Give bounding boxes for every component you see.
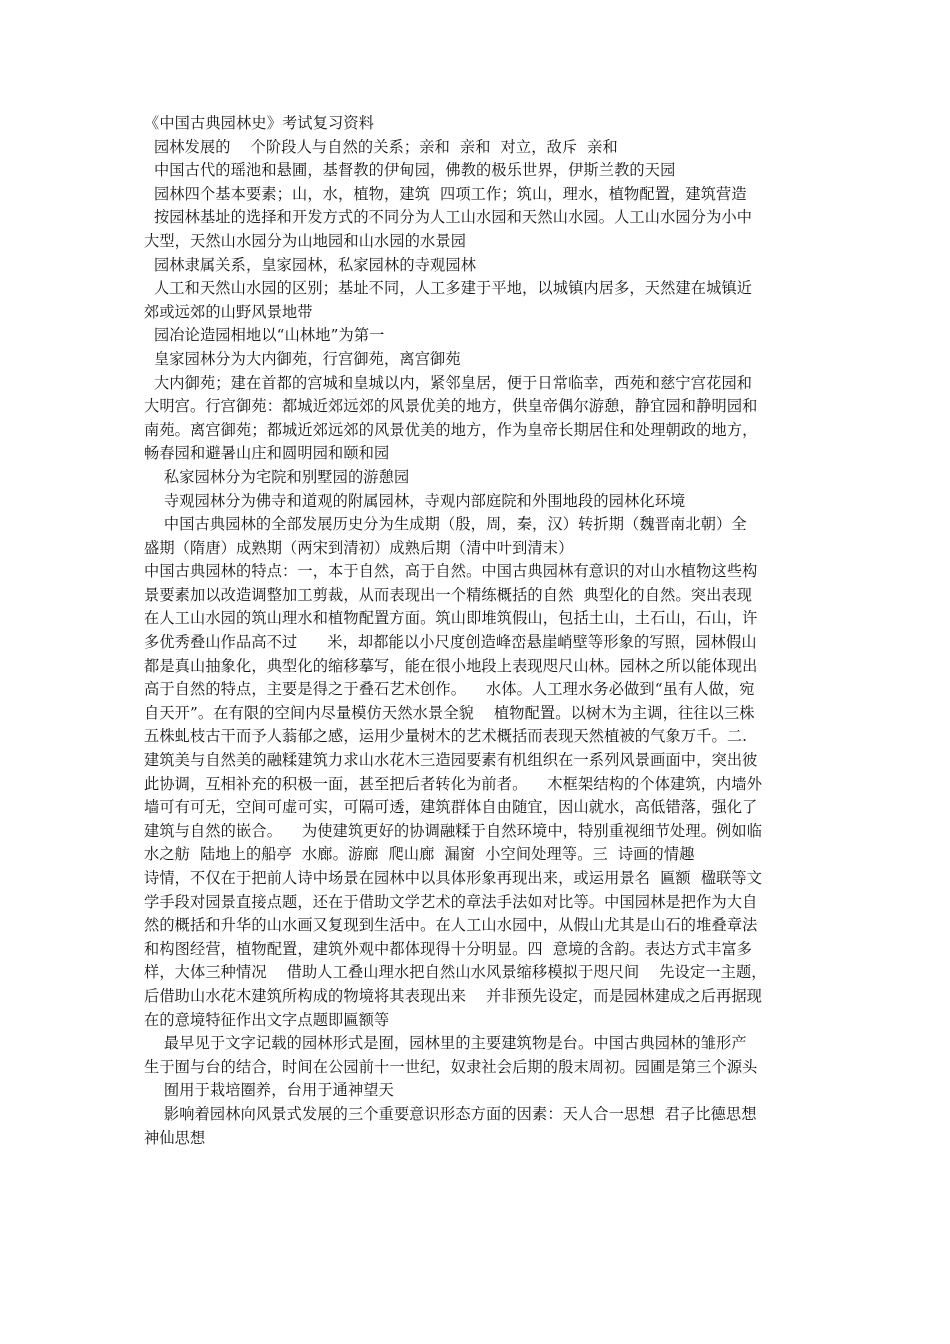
text-line: 墙可有可无，空间可虚可实，可隔可透，建筑群体自由随宜，因山就水，高低错落，强化了 [144, 798, 758, 817]
text-line: 学手段对园景直接点题，还在于借助文学艺术的章法手法如对比等。中国园林是把作为大自 [144, 892, 758, 911]
text-line: 在人工山水园的筑山理水和植物配置方面。筑山即堆筑假山，包括土山，土石山，石山，许 [144, 609, 758, 628]
text-line: 南苑。离宫御苑；都城近郊远郊的风景优美的地方，作为皇帝长期居住和处理朝政的地方， [144, 420, 758, 439]
text-line: 诗情，不仅在于把前人诗中场景在园林中以具体形象再现出来，或运用景名 匾额 楹联等文 [144, 869, 763, 887]
text-line: 郊或远郊的山野风景地带 [144, 302, 313, 321]
text-line: 大内御苑；建在首都的宫城和皇城以内，紧邻皇居，便于日常临幸，西苑和慈宁宫花园和 [144, 373, 753, 392]
text-line: 建筑美与自然美的融糅建筑力求山水花木三造园要素有机组织在一系列风景画面中，突出彼 [144, 751, 758, 770]
text-line: 影响着园林向风景式发展的三个重要意识形态方面的因素：天人合一思想 君子比德思想 [144, 1104, 757, 1123]
text-line: 建筑与自然的嵌合。 为使建筑更好的协调融糅于自然环境中，特别重视细节处理。例如临 [144, 821, 763, 840]
text-line: 景要素加以改造调整加工剪裁，从而表现出一个精练概括的自然 典型化的自然。突出表现 [144, 585, 753, 604]
text-line: 中国古典园林的特点：一，本于自然，高于自然。中国古典园林有意识的对山水植物这些构 [144, 562, 758, 581]
text-line: 囿用于栽培圈养，台用于通神望天 [144, 1081, 394, 1100]
text-line: 后借助山水花木建筑所构成的物境将其表现出来 并非预先设定，而是园林建成之后再据现 [144, 986, 763, 1005]
document-page [144, 112, 810, 1150]
text-line: 高于自然的特点，主要是得之于叠石艺术创作。 水体。人工理水务必做到“虽有人做，宛 [144, 680, 755, 699]
text-line: 中国古代的瑶池和悬圃，基督教的伊甸园，佛教的极乐世界，伊斯兰教的天园 [144, 161, 676, 180]
text-line: 园林发展的 个阶段人与自然的关系；亲和 亲和 对立，敌斥 亲和 [144, 137, 618, 156]
text-line: 生于囿与台的结合，时间在公园前十一世纪，奴隶社会后期的殷末周初。园圃是第三个源头 [144, 1057, 758, 1076]
document-title: 《中国古典园林史》考试复习资料 [144, 114, 375, 132]
text-line: 寺观园林分为佛寺和道观的附属园林，寺观内部庭院和外围地段的园林化环境 [144, 491, 686, 510]
text-line: 样，大体三种情况 借助人工叠山理水把自然山水风景缩移模拟于咫尺间 先设定一主题， [144, 963, 767, 982]
text-line: 自天开”。在有限的空间内尽量模仿天然水景全貌 植物配置。以树木为主调，往往以三株 [144, 703, 755, 722]
text-line: 和构图经营，植物配置，建筑外观中都体现得十分明显。四 意境的含韵。表达方式丰富多 [144, 939, 753, 958]
text-line: 大型，天然山水园分为山地园和山水园的水景园 [144, 231, 467, 250]
text-line: 神仙思想 [144, 1128, 206, 1147]
text-line: 皇家园林分为大内御苑，行宫御苑，离宫御苑 [144, 349, 461, 368]
text-line: 五株虬枝古干而予人蓊郁之感，运用少量树木的艺术概括而表现天然植被的气象万千。二. [144, 727, 748, 746]
text-line: 园林隶属关系，皇家园林，私家园林的寺观园林 [144, 255, 477, 274]
text-line: 人工和天然山水园的区别；基址不同，人工多建于平地，以城镇内居多，天然建在城镇近 [144, 279, 753, 298]
text-line: 然的概括和升华的山水画又复现到生活中。在人工山水园中，从假山尤其是山石的堆叠章法 [144, 916, 758, 935]
text-line: 都是真山抽象化，典型化的缩移摹写，能在很小地段上表现咫尺山林。园林之所以能体现出 [144, 656, 758, 675]
text-line: 大明宫。行宫御苑：都城近郊远郊的风景优美的地方，供皇帝偶尔游憩，静宜园和静明园和 [144, 397, 758, 416]
text-line: 畅春园和避暑山庄和圆明园和颐和园 [144, 444, 390, 463]
text-line: 此协调，互相补充的积极一面，甚至把后者转化为前者。 木框架结构的个体建筑，内墙外 [144, 774, 763, 793]
text-line: 在的意境特征作出文字点题即匾额等 [144, 1010, 390, 1029]
text-line: 水之舫 陆地上的船亭 水廊。游廊 爬山廊 漏窗 小空间处理等。三 诗画的情趣 [144, 845, 695, 864]
text-line: 最早见于文字记载的园林形式是囿，园林里的主要建筑物是台。中国古典园林的雏形产 [144, 1034, 747, 1053]
text-line: 按园林基址的选择和开发方式的不同分为人工山水园和天然山水园。人工山水园分为小中 [144, 208, 753, 227]
text-line: 盛期（隋唐）成熟期（两宋到清初）成熟后期（清中叶到清末） [144, 538, 574, 557]
text-line: 私家园林分为宅院和别墅园的游憩园 [144, 467, 410, 486]
text-line: 园林四个基本要素；山，水，植物，建筑 四项工作；筑山，理水，植物配置，建筑营造 [144, 184, 747, 203]
text-line: 中国古典园林的全部发展历史分为生成期（殷，周，秦，汉）转折期（魏晋南北朝）全 [144, 515, 747, 534]
text-line: 园冶论造园相地以“山林地”为第一 [144, 326, 385, 345]
text-line: 多优秀叠山作品高不过 米，却都能以小尺度创造峰峦悬崖峭壁等形象的写照，园林假山 [144, 633, 757, 652]
